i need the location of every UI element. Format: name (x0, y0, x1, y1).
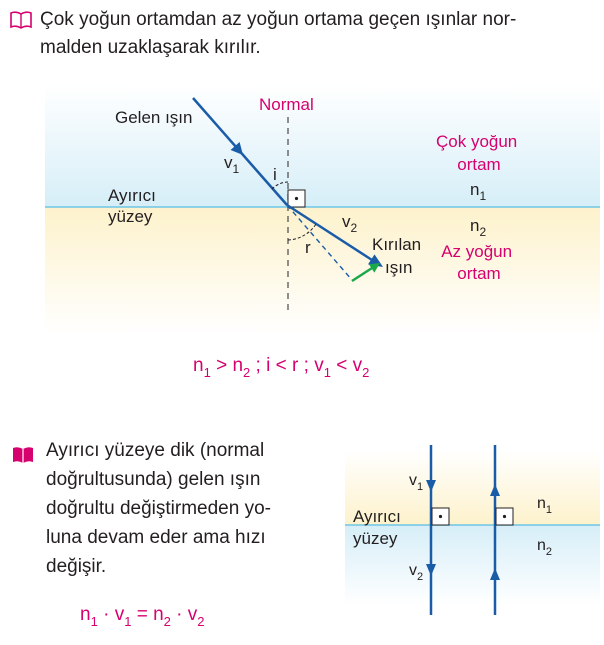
speed-equation: $n_1 \cdot v_1 = n_2 \cdot v_2$ (80, 604, 205, 629)
para-line-5: değişir. (46, 556, 107, 577)
v1-label-2: $v_1$ (409, 472, 424, 493)
para-line-3: doğrultu değiştirmeden yo- (46, 498, 271, 519)
less-dense-medium-region (45, 207, 600, 335)
inequality-equation: $n_1 > n_2$ ; i < r ; $v_1 < v_2$ (193, 355, 370, 380)
intro-line-1: Çok yoğun ortamdan az yoğun ortama geçen ışınlar nor- (40, 9, 517, 30)
boundary-label-2: Ayırıcı yüzey (353, 507, 401, 548)
dense-medium-label: Çok yoğun ortam (435, 132, 518, 174)
n2-label: $n_2$ (470, 216, 487, 239)
perpendicular-diagram (0, 430, 604, 645)
n1-label: $n_1$ (470, 180, 487, 203)
angle-i-label: i (273, 165, 277, 184)
para-line-1: Ayırıcı yüzeye dik (normal (46, 440, 265, 461)
normal-label: Normal (259, 95, 314, 114)
v2-label: $v_2$ (342, 212, 358, 235)
para-line-2: doğrultusunda) gelen ışın (46, 469, 261, 490)
intro-line-2: malden uzaklaşarak kırılır. (40, 37, 261, 58)
n1-label-2: $n_1$ (537, 495, 553, 516)
less-dense-medium-label: Az yoğun ortam (441, 242, 513, 283)
refracted-ray-label: Kırılan ışın (372, 235, 422, 277)
incoming-ray-label: Gelen ışın (115, 108, 193, 127)
v1-label: $v_1$ (224, 153, 240, 176)
para-line-4: luna devam eder ama hızı (46, 527, 266, 548)
angle-r-label: r (305, 238, 311, 257)
boundary-label: Ayırıcı yüzey (108, 186, 156, 226)
v2-label-2: $v_2$ (409, 562, 424, 583)
n2-label-2: $n_2$ (537, 537, 553, 558)
